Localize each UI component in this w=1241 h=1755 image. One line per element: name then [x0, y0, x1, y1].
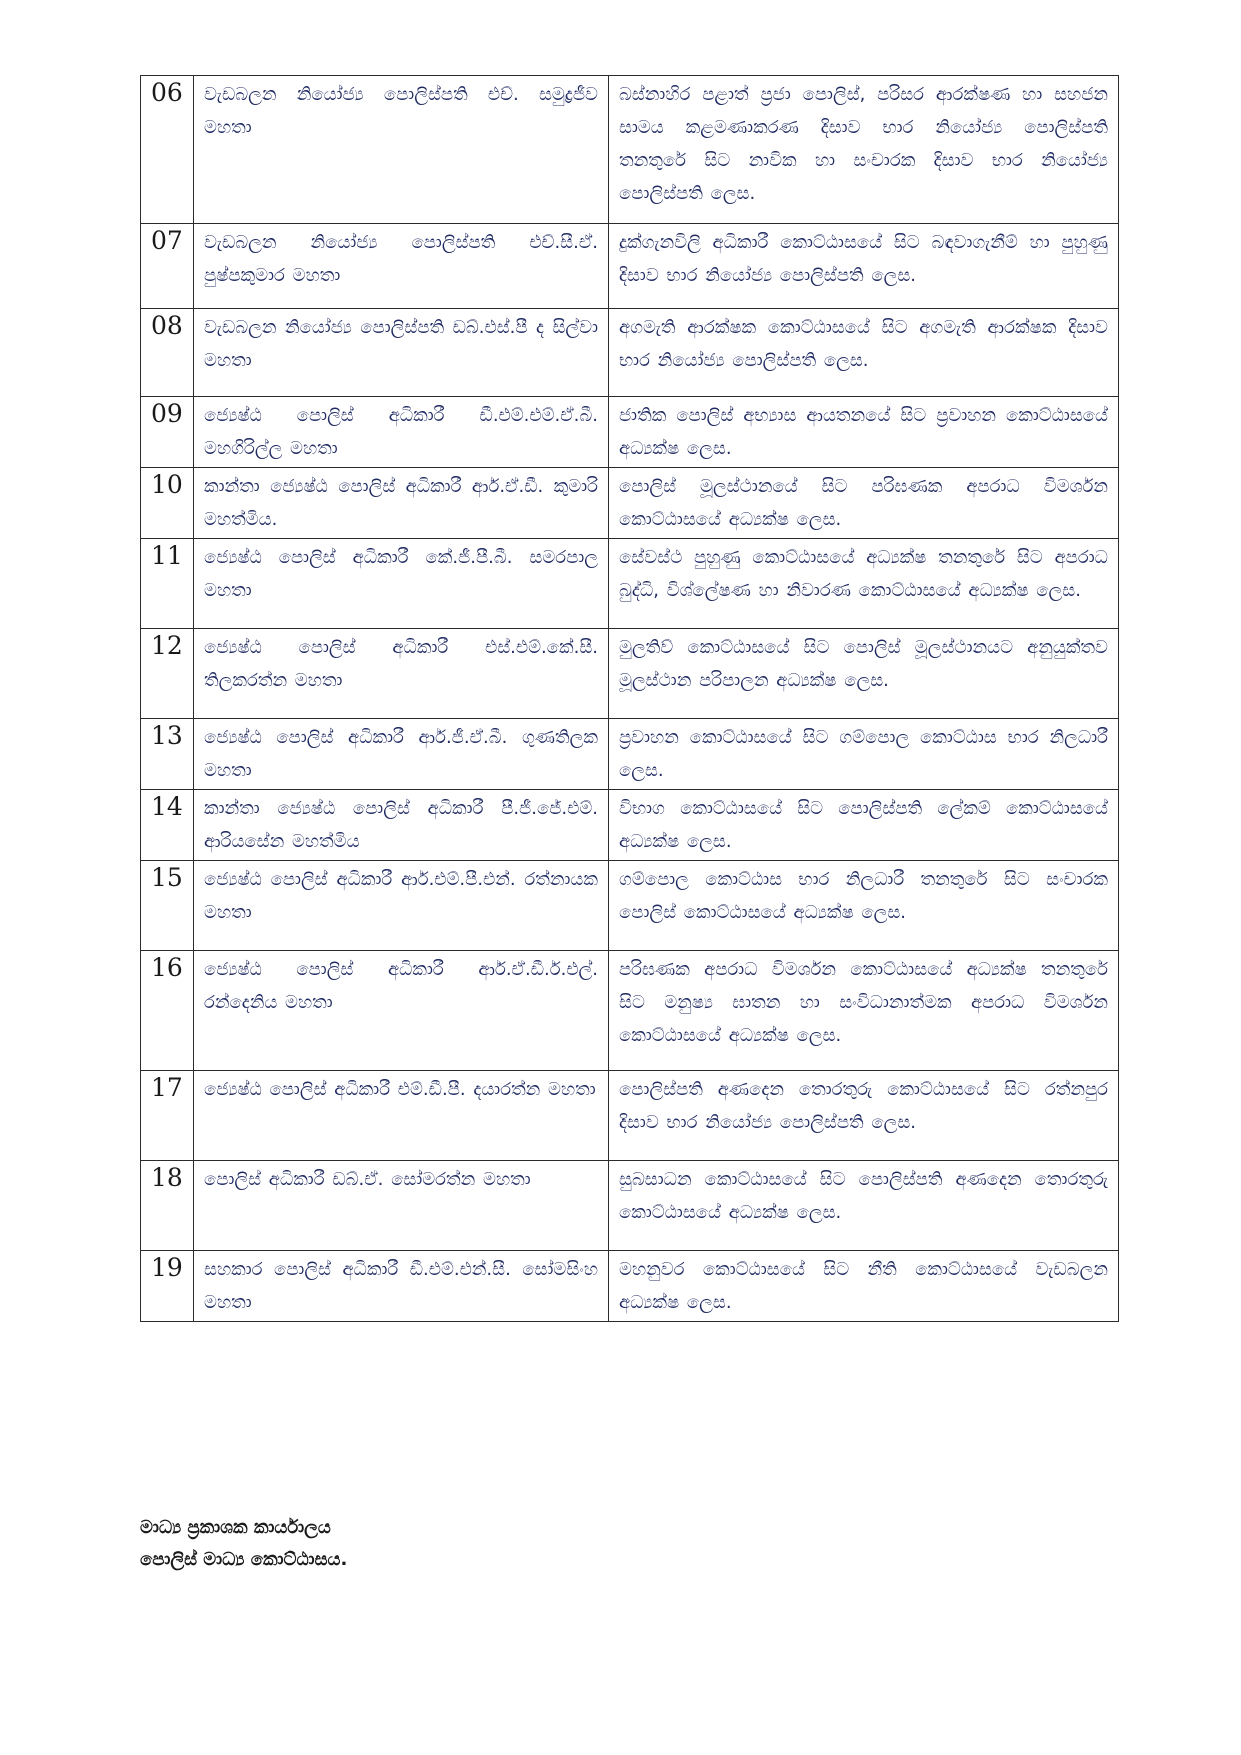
- table-row: [141, 76, 1119, 224]
- issuer-office-line: මාධ්‍ය ප්‍රකාශක කාර්යාලය: [140, 1517, 331, 1538]
- new-placement-cell: පොලිස් මූලස්ථානයේ සිට පරිඝණක අපරාධ විමර්ශන කොට්ඨාසයේ අධ්‍යක්ෂ ලෙස.: [609, 468, 1119, 539]
- table-row: [141, 719, 1119, 790]
- table-body: [141, 76, 1119, 1322]
- officer-name-cell: කාන්තා ජ්‍යෙෂ්ඨ පොලිස් අධිකාරී පී.ජී.ජේ.එම්. ආරියසේන මහත්මිය: [194, 790, 609, 861]
- row-number-cell: 11: [141, 539, 194, 629]
- row-number-cell: 07: [141, 224, 194, 309]
- new-placement-cell: ප්‍රවාහන කොට්ඨාසයේ සිට ගම්පොල කොට්ඨාස භාර නිලධාරී ලෙස.: [609, 719, 1119, 790]
- row-number-cell: 12: [141, 629, 194, 719]
- table-row: [141, 1161, 1119, 1251]
- officer-name-cell: ජ්‍යෙෂ්ඨ පොලිස් අධිකාරී ආර්.ජී.ඒ.බී. ගුණතිලක මහතා: [194, 719, 609, 790]
- table-row: [141, 309, 1119, 397]
- table-row: [141, 468, 1119, 539]
- officer-name-cell: වැඩබලන නියෝජ්‍ය පොලිස්පති එච්.සී.ඒ. පුෂ්පකුමාර මහතා: [194, 224, 609, 309]
- officer-name-cell: ජ්‍යෙෂ්ඨ පොලිස් අධිකාරී ආර්.එම්.පී.එන්. රත්නායක මහතා: [194, 861, 609, 951]
- table-row: [141, 790, 1119, 861]
- row-number-cell: 15: [141, 861, 194, 951]
- officer-name-cell: ජ්‍යෙෂ්ඨ පොලිස් අධිකාරී ආර්.ඒ.ඩී.ර්.එල්. රන්දෙනිය මහතා: [194, 951, 609, 1071]
- new-placement-cell: පොලිස්පති අණදෙන තොරතුරු කොට්ඨාසයේ සිට රත්නපුර දිසාව භාර නියෝජ්‍ය පොලිස්පති ලෙස.: [609, 1071, 1119, 1161]
- row-number-cell: 13: [141, 719, 194, 790]
- issuer-division-line: පොලිස් මාධ්‍ය කොට්ඨාසය.: [140, 1549, 348, 1570]
- officer-name-cell: ජ්‍යෙෂ්ඨ පොලිස් අධිකාරී එස්.එම්.කේ.සී. තිලකරත්න මහතා: [194, 629, 609, 719]
- table-row: [141, 861, 1119, 951]
- new-placement-cell: පරිඝණක අපරාධ විමර්ශන කොට්ඨාසයේ අධ්‍යක්ෂ තනතුරේ සිට මනුෂ්‍ය ඝාතන හා සංවිධානාත්මක අපරාධ විමර්ශන කොට්ඨාසයේ අධ්‍යක්ෂ ලෙස.: [609, 951, 1119, 1071]
- new-placement-cell: අගමැති ආරක්ෂක කොට්ඨාසයේ සිට අගමැති ආරක්ෂක දිසාව භාර නියෝජ්‍ය පොලිස්පති ලෙස.: [609, 309, 1119, 397]
- issuer-signature-block: [140, 1512, 347, 1576]
- officer-name-cell: ජ්‍යෙෂ්ඨ පොලිස් අධිකාරී කේ.ජී.පී.බී. සමරපාල මහතා: [194, 539, 609, 629]
- new-placement-cell: ජාතික පොලිස් අභ්‍යාස ආයතනයේ සිට ප්‍රවාහන කොට්ඨාසයේ අධ්‍යක්ෂ ලෙස.: [609, 397, 1119, 468]
- officer-name-cell: ජ්‍යෙෂ්ඨ පොලිස් අධිකාරී ඩී.එම්.එම්.ඒ.බී. මහගිරිල්ල මහතා: [194, 397, 609, 468]
- row-number-cell: 06: [141, 76, 194, 224]
- new-placement-cell: බස්නාහිර පළාත් ප්‍රජා පොලිස්, පරිසර ආරක්ෂණ හා සහජන සාමය කළමණාකරණ දිසාව භාර නියෝජ්‍ය පොලිස්පති තනතුරේ සිට නාවික හා සංචාරක දිසාව භාර නියෝජ්‍ය පොලිස්පති ලෙස.: [609, 76, 1119, 224]
- row-number-cell: 08: [141, 309, 194, 397]
- row-number-cell: 19: [141, 1251, 194, 1322]
- table-row: [141, 951, 1119, 1071]
- new-placement-cell: සේවස්ථ පුහුණු කොට්ඨාසයේ අධ්‍යක්ෂ තනතුරේ සිට අපරාධ බුද්ධි, විශ්ලේෂණ හා නිවාරණ කොට්ඨාසයේ අධ්‍යක්ෂ ලෙස.: [609, 539, 1119, 629]
- officer-name-cell: ජ්‍යෙෂ්ඨ පොලිස් අධිකාරී එම්.ඩී.පී. දයාරත්න මහතා: [194, 1071, 609, 1161]
- table-row: [141, 397, 1119, 468]
- table-row: [141, 224, 1119, 309]
- table-row: [141, 539, 1119, 629]
- new-placement-cell: මුලතිව් කොට්ඨාසයේ සිට පොලිස් මූලස්ථානයට අනුයුක්තව මූලස්ථාන පරිපාලන අධ්‍යක්ෂ ලෙස.: [609, 629, 1119, 719]
- row-number-cell: 18: [141, 1161, 194, 1251]
- officer-name-cell: පොලිස් අධිකාරී ඩබ්.ඒ. සෝමරත්න මහතා: [194, 1161, 609, 1251]
- row-number-cell: 16: [141, 951, 194, 1071]
- row-number-cell: 17: [141, 1071, 194, 1161]
- officer-name-cell: වැඩබලන නියෝජ්‍ය පොලිස්පති ඩබ්.එස්.පී ද සිල්වා මහතා: [194, 309, 609, 397]
- officer-name-cell: කාන්තා ජ්‍යෙෂ්ඨ පොලිස් අධිකාරී ආර්.ඒ.ඩී. කුමාරි මහත්මිය.: [194, 468, 609, 539]
- new-placement-cell: දුක්ගැනවිලි අධිකාරී කොට්ඨාසයේ සිට බඳවාගැනීම් හා පුහුණු දිසාව භාර නියෝජ්‍ය පොලිස්පති ලෙස.: [609, 224, 1119, 309]
- officer-name-cell: සහකාර පොලිස් අධිකාරී ඩී.එම්.එන්.සී. සෝමසිංහ මහතා: [194, 1251, 609, 1322]
- row-number-cell: 14: [141, 790, 194, 861]
- row-number-cell: 09: [141, 397, 194, 468]
- new-placement-cell: මහනුවර කොට්ඨාසයේ සිට නීති කොට්ඨාසයේ වැඩබලන අධ්‍යක්ෂ ලෙස.: [609, 1251, 1119, 1322]
- new-placement-cell: විභාග කොට්ඨාසයේ සිට පොලිස්පති ලේකම් කොට්ඨාසයේ අධ්‍යක්ෂ ලෙස.: [609, 790, 1119, 861]
- new-placement-cell: සුබසාධන කොට්ඨාසයේ සිට පොලිස්පති අණදෙන තොරතුරු කොට්ඨාසයේ අධ්‍යක්ෂ ලෙස.: [609, 1161, 1119, 1251]
- officer-transfer-table: [140, 75, 1119, 1322]
- new-placement-cell: ගම්පොල කොට්ඨාස භාර නිලධාරී තනතුරේ සිට සංචාරක පොලිස් කොට්ඨාසයේ අධ්‍යක්ෂ ලෙස.: [609, 861, 1119, 951]
- table-row: [141, 629, 1119, 719]
- row-number-cell: 10: [141, 468, 194, 539]
- table-row: [141, 1251, 1119, 1322]
- table-row: [141, 1071, 1119, 1161]
- officer-name-cell: වැඩබලන නියෝජ්‍ය පොලිස්පති එච්. සමුද්‍රජීව මහතා: [194, 76, 609, 224]
